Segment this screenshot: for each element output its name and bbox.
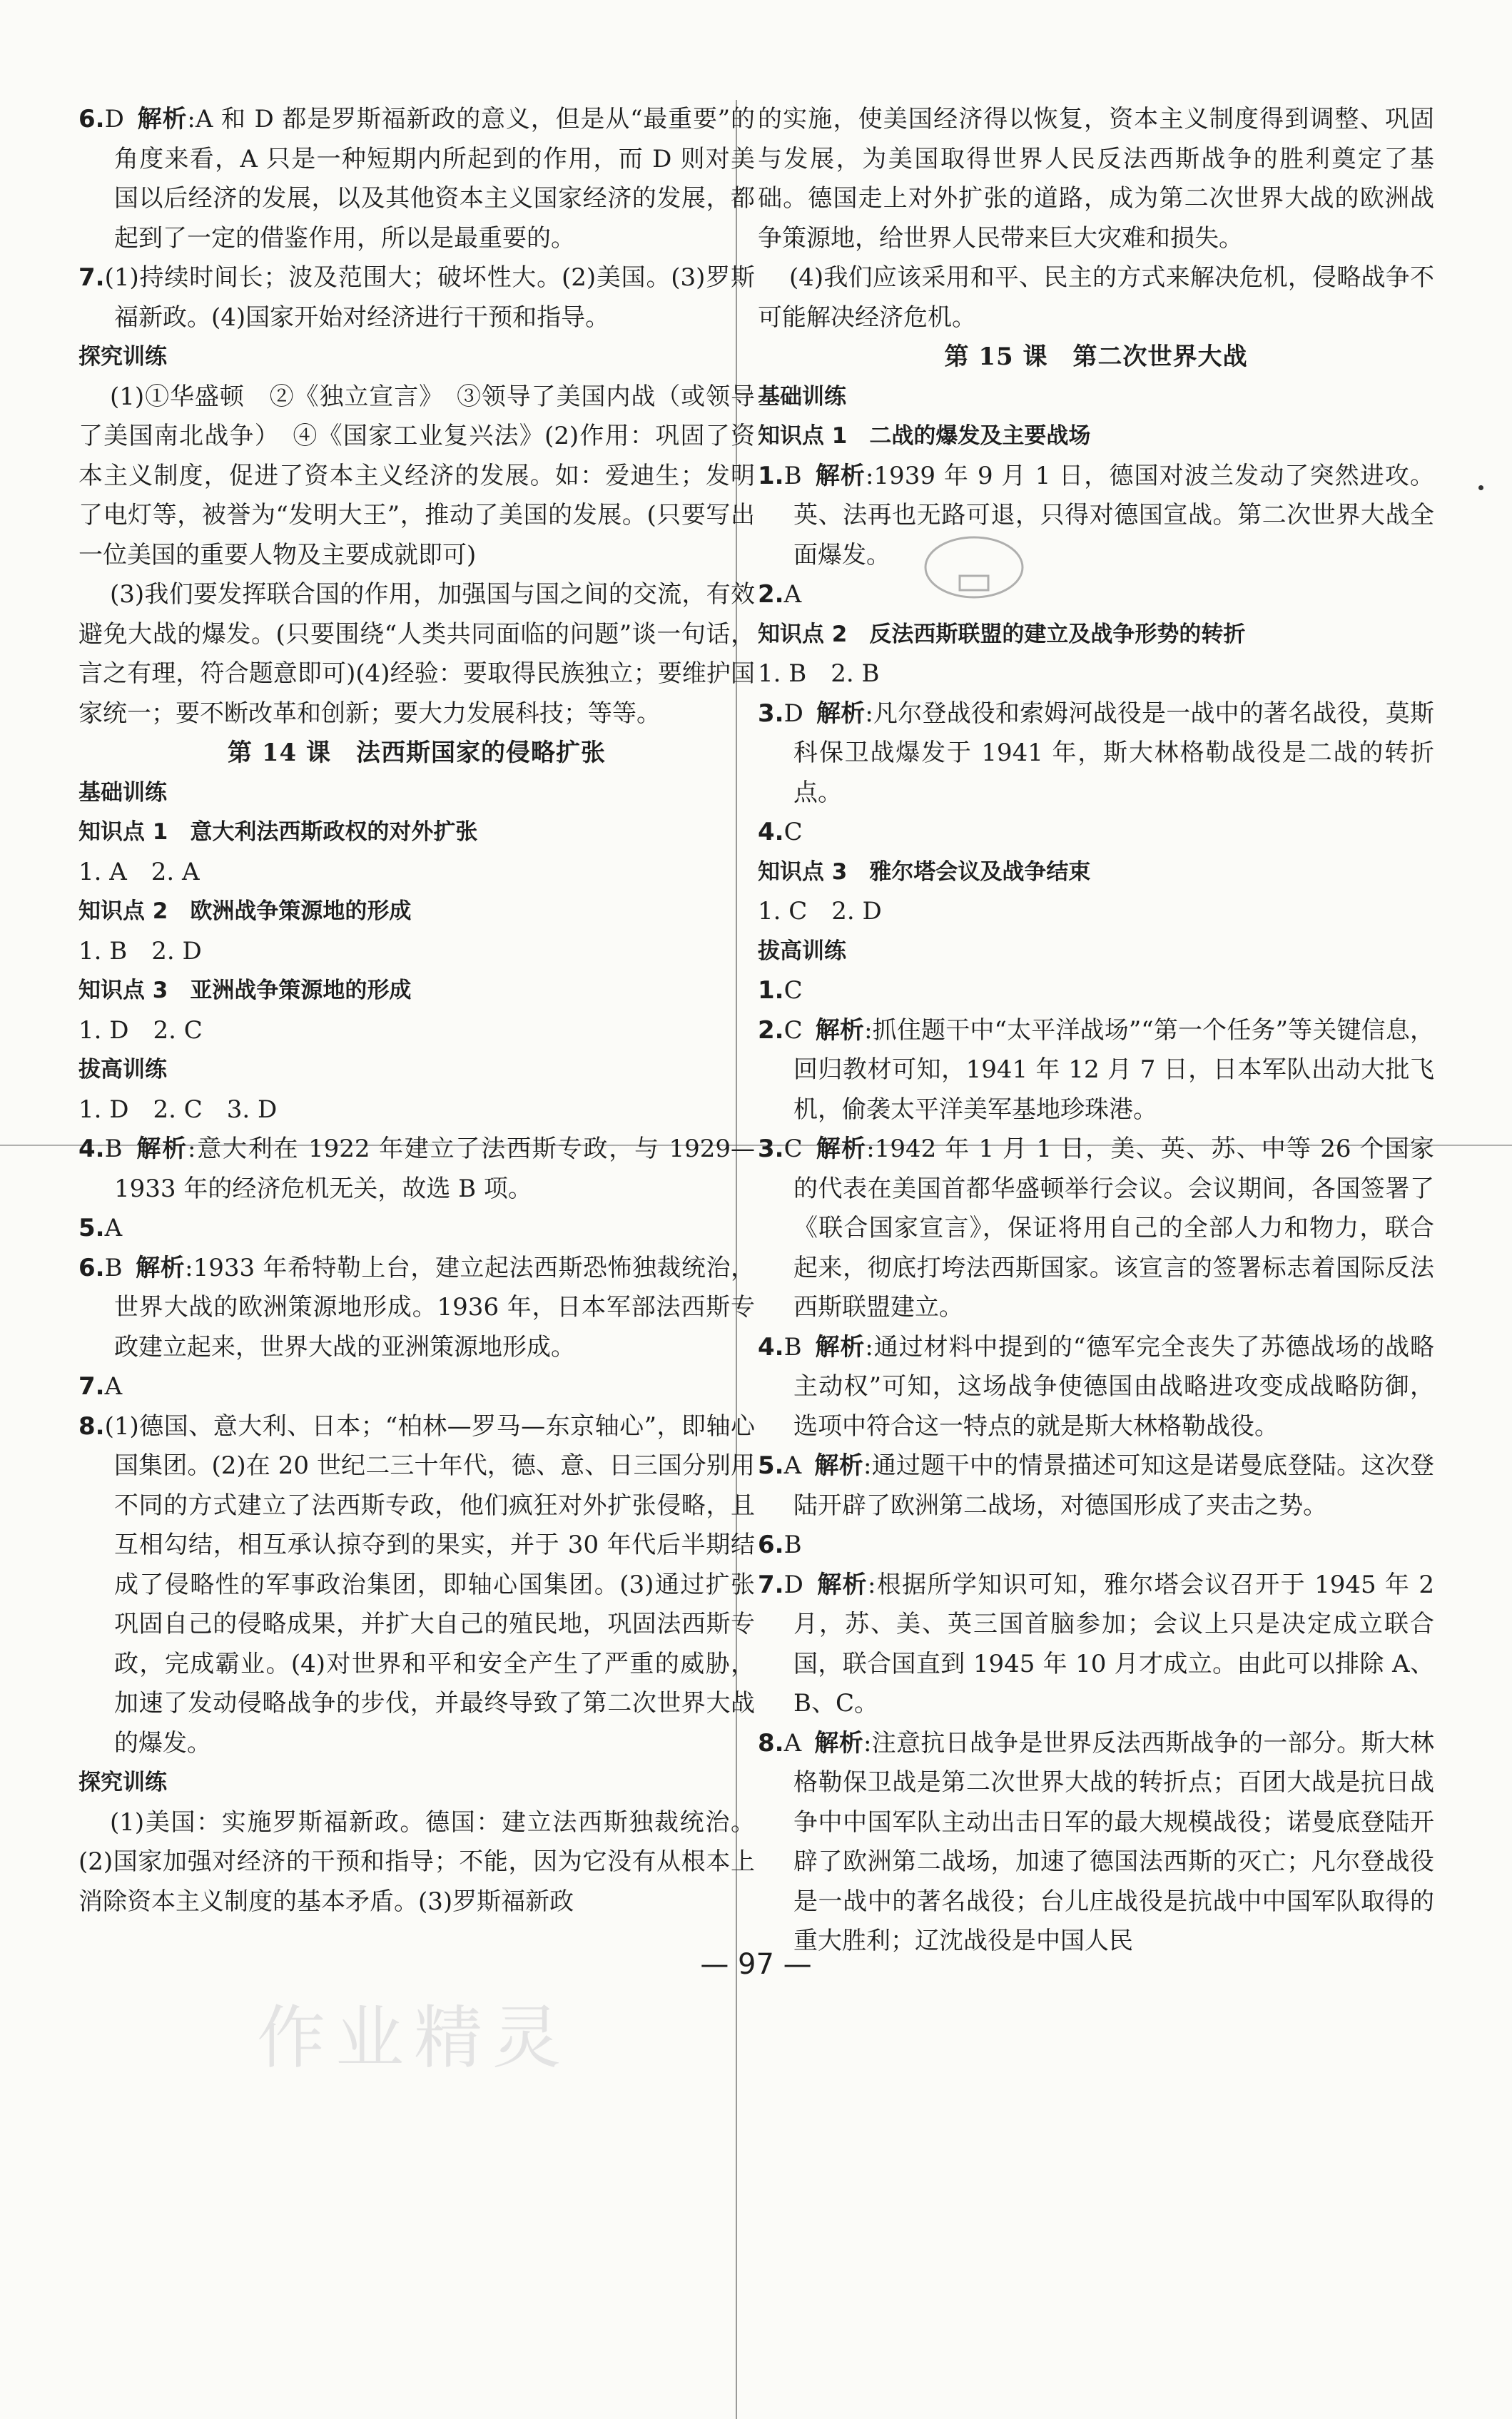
item-text: :通过材料中提到的“德军完全丧失了苏德战场的战略主动权”可知，这场战争使德国由战略进攻变成战略防御，选项中符合这一特点的就是斯大林格勒战役。 [793,1332,1435,1441]
item-answer: D [104,105,124,133]
answer-line: 1. B 2. B [758,659,880,688]
item-answer: A [783,1728,802,1758]
lesson-title: 第 15 课 第二次世界大战 [944,343,1248,371]
item-number: 6. [78,105,105,133]
item-text: :意大利在 1922 年建立了法西斯专政，与 1929—1933 年的经济危机无关，故选 B 项。 [114,1135,756,1203]
section-heading: 拔高训练 [758,938,846,964]
left-column [78,100,755,1922]
item-number: 1. [758,461,784,490]
item-number: 3. [758,699,784,728]
item-number: 5. [758,1451,784,1480]
answer-paragraph: (3)我们要发挥联合国的作用，加强国与国之间的交流，有效避免大战的爆发。(只要围绕“人类共同面临的问题”谈一句话，言之有理，符合题意即可)(4)经验：要取得民族独立；要维护国家统一；要不断改革和创新；要大力发展科技；等等。 [78,580,755,728]
item-number: 8. [78,1411,105,1441]
analysis-label: 解析 [816,699,866,728]
answer-item [78,258,755,338]
answer-line: 1. C 2. D [758,897,882,925]
item-number: 6. [758,1531,784,1559]
answer-item [758,1328,1434,1447]
analysis-label: 解析 [814,1451,863,1480]
item-number: 8. [758,1728,784,1758]
knowledge-point-heading: 知识点 1 意大利法西斯政权的对外扩张 [78,819,478,845]
section-heading: 探究训练 [78,344,167,370]
item-text: :1939 年 9 月 1 日，德国对波兰发动了突然进攻。英、法再也无路可退，只得对德国宣战。第二次世界大战全面爆发。 [793,461,1434,569]
item-number: 4. [78,1135,105,1163]
knowledge-point-heading: 知识点 3 亚洲战争策源地的形成 [78,978,412,1003]
item-number: 4. [758,1332,784,1361]
item-text: (1)德国、意大利、日本；“柏林—罗马—东京轴心”，即轴心国集团。(2)在 20 世纪二三十年代，德、意、日三国分别用不同的方式建立了法西斯专政，他们疯狂对外扩张侵略，且互相勾结，相互承认掠夺到的果实，并于 30 年代后半期结成了侵略性的军事政治集团，即轴心国集团。(3)通过扩张巩固自己的侵略成果，并扩大自己的殖民地，巩固法西斯专政，完成霸业。(4)对世界和平和安全产生了严重的威胁，加速了发动侵略战争的步伐，并最终导致了第二次世界大战的爆发。 [104,1411,755,1758]
item-number: 4. [758,818,784,846]
answer-item [78,100,755,258]
analysis-label: 解析 [136,105,188,133]
section-heading: 基础训练 [78,779,167,806]
knowledge-point-heading: 知识点 2 反法西斯联盟的建立及战争形势的转折 [758,621,1246,647]
answer-paragraph: (1)①华盛顿 ②《独立宣言》 ③领导了美国内战（或领导了美国南北战争） ④《国家工业复兴法》(2)作用：巩固了资本主义制度，促进了资本主义经济的发展。如：爱迪生；发明了电灯等，被誉为“发明大王”，推动了美国的发展。(只要写出一位美国的重要人物及主要成就即可) [78,382,755,569]
knowledge-point-heading: 知识点 3 雅尔塔会议及战争结束 [758,858,1091,885]
right-column [758,100,1434,1962]
analysis-label: 解析 [814,1332,866,1361]
item-number: 6. [78,1253,105,1282]
item-text: :A 和 D 都是罗斯福新政的意义，但是从“最重要”的角度来看，A 只是一种短期内所起到的作用，而 D 则对美国以后经济的发展，以及其他资本主义国家经济的发展，都起到了一定的借鉴作用，所以是最重要的。 [114,105,755,253]
item-answer: B [104,1135,123,1163]
answer-item [758,813,1434,853]
item-answer: A [104,1372,123,1401]
answer-line: 1. D 2. C [78,1015,203,1045]
analysis-label: 解析 [814,461,866,490]
item-answer: B [783,1531,802,1559]
item-answer: B [783,1332,802,1361]
item-number: 5. [78,1214,105,1242]
item-text: :通过题干中的情景描述可知这是诺曼底登陆。这次登陆开辟了欧洲第二战场，对德国形成了夹击之势。 [793,1451,1434,1520]
answer-item [78,1130,755,1209]
item-answer: B [104,1253,123,1282]
item-number: 2. [758,1015,784,1045]
item-answer: C [783,818,803,846]
item-text: (1)持续时间长；波及范围大；破坏性大。(2)美国。(3)罗斯福新政。(4)国家开始对经济进行干预和指导。 [104,263,755,332]
item-answer: C [783,976,803,1005]
item-number: 7. [78,1372,105,1401]
watermark: 作业精灵 [257,1998,571,2078]
answer-paragraph: (4)我们应该采用和平、民主的方式来解决危机，侵略战争不可能解决经济危机。 [758,263,1434,332]
knowledge-point-heading: 知识点 2 欧洲战争策源地的形成 [78,898,412,924]
item-text: :凡尔登战役和索姆河战役是一战中的著名战役，莫斯科保卫战爆发于 1941 年，斯大林格勒战役是二战的转折点。 [793,699,1434,807]
analysis-label: 解析 [815,1015,865,1045]
answer-item [78,1209,755,1249]
item-answer: B [783,461,802,490]
lesson-title: 第 14 课 法西斯国家的侵略扩张 [228,739,606,767]
answer-item [758,1526,1434,1566]
analysis-label: 解析 [135,1135,188,1163]
answer-item [758,1130,1434,1328]
item-number: 2. [758,580,784,609]
section-heading: 拔高训练 [78,1057,167,1082]
answer-item [758,694,1434,813]
item-text: :1933 年希特勒上台，建立起法西斯恐怖独裁统治，世界大战的欧洲策源地形成。1936 年，日本军部法西斯专政建立起来，世界大战的亚洲策源地形成。 [114,1253,756,1361]
answer-line: 1. D 2. C 3. D [78,1095,278,1124]
answer-item [78,1407,755,1764]
analysis-label: 解析 [814,1728,863,1758]
item-answer: A [104,1214,123,1242]
item-text: :1942 年 1 月 1 日，美、英、苏、中等 26 个国家的代表在美国首都华盛顿举行会议。会议期间，各国签署了《联合国家宣言》，保证将用自己的全部人力和物力，联合起来，彻底打垮法西斯国家。该宣言的签署标志着国际反法西斯联盟建立。 [793,1135,1434,1322]
item-number: 1. [758,976,784,1005]
item-answer: C [783,1015,803,1045]
item-answer: C [783,1135,803,1163]
answer-line: 1. A 2. A [78,857,200,886]
knowledge-point-heading: 知识点 1 二战的爆发及主要战场 [758,423,1091,449]
answer-item [758,1011,1434,1130]
answer-item [758,1446,1434,1526]
item-number: 3. [758,1135,784,1163]
page-number: — 97 — [700,1948,812,1981]
item-answer: D [783,1570,803,1599]
ink-dot [1478,485,1483,490]
answer-item [758,1724,1434,1962]
answer-paragraph: (1)美国：实施罗斯福新政。德国：建立法西斯独裁统治。(2)国家加强对经济的干预和指导；不能，因为它没有从根本上消除资本主义制度的基本矛盾。(3)罗斯福新政 [78,1807,755,1916]
section-heading: 基础训练 [758,383,846,410]
answer-line: 的实施，使美国经济得以恢复，资本主义制度得到调整、巩固与发展，为美国取得世界人民反法西斯战争的胜利奠定了基础。德国走上对外扩张的道路，成为第二次世界大战的欧洲战争策源地，给世界人民带来巨大灾难和损失。 [758,105,1434,253]
item-text: :注意抗日战争是世界反法西斯战争的一部分。斯大林格勒保卫战是第二次世界大战的转折点；百团大战是抗日战争中中国军队主动出击日军的最大规模战役；诺曼底登陆开辟了欧洲第二战场，加速了德国法西斯的灭亡；凡尔登战役是一战中的著名战役；台儿庄战役是抗战中中国军队取得的重大胜利；辽沈战役是中国人民 [793,1728,1434,1955]
answer-item [758,1566,1434,1724]
answer-item [78,1249,755,1368]
answer-item [78,1367,755,1407]
analysis-label: 解析 [135,1253,186,1282]
item-number: 7. [78,263,105,292]
item-answer: A [783,1451,802,1480]
answer-item [758,971,1434,1011]
answer-item [758,575,1434,615]
section-heading: 探究训练 [78,1770,167,1795]
analysis-label: 解析 [816,1570,868,1599]
analysis-label: 解析 [815,1135,867,1163]
item-text: :抓住题干中“太平洋战场”“第一个任务”等关键信息，回归教材可知，1941 年 12 月 7 日，日本军队出动大批飞机，偷袭太平洋美军基地珍珠港。 [793,1015,1435,1124]
answer-line: 1. B 2. D [78,936,202,965]
item-number: 7. [758,1570,784,1599]
answer-item [758,457,1434,576]
item-answer: D [783,699,803,728]
item-answer: A [783,580,802,609]
item-text: :根据所学知识可知，雅尔塔会议召开于 1945 年 2 月，苏、美、英三国首脑参加；会议上只是决定成立联合国，联合国直到 1945 年 10 月才成立。由此可以排除 A、B、C。 [793,1570,1434,1718]
